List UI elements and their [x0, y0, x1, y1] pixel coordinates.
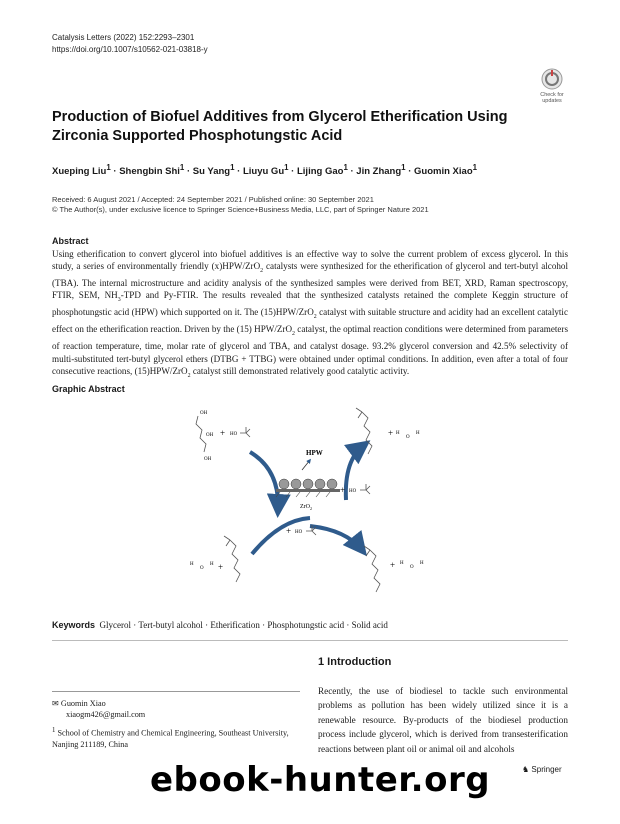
- affiliation-number: 1: [52, 727, 56, 734]
- affiliation-text: School of Chemistry and Chemical Engineering, Southeast University, Nanjing 211189, China: [52, 728, 289, 749]
- abstract-text: Using etherification to convert glycerol into biofuel additives is an effective way to solve the current problem of excess glycerol. In this study, a series of environmentally friendly (x)HPW/ZrO$_2$ catalysts were synthesized for the etherification of glycerol and tert-butyl alcohol (TBA). The internal microstructure and acidity analysis of the synthesized samples were derived from BET, XRD, Raman spectroscopy, FTIR, SEM, $NH_3$-TPD and Py-FTIR. The results revealed that the synthesized catalysts retained the complete Keggin structure of phosphotungstic acid (HPW) which supported on it. The (15)HPW/ZrO$_2$ catalyst with suitable structure and acidity had an excellent catalytic effect on the etherification reaction. Driven by the (15) HPW/ZrO$_2$ catalyst, the optimal reaction conditions were determined from parameters of reaction temperature, time, molar rate of glycerol and TBA, and catalyst dosage. 93.2% glycerol conversion and 42.5% selectivity of multi-substituted tert-butyl glycerol ethers (DTBG + TTBG) were obtained under optimal conditions. In addition, even after a total of four consecutive reactions, (15)HPW/ZrO$_2$ catalyst still demonstrated relatively good catalytic activity.: [52, 249, 568, 379]
- author[interactable]: Lijing Gao$^1$: [296, 163, 348, 178]
- mail-icon: ✉: [52, 699, 59, 708]
- corresponding-author: [52, 698, 302, 720]
- corr-email[interactable]: xiaogm426@gmail.com: [66, 710, 146, 719]
- h-label: H: [396, 431, 400, 436]
- journal-header: [52, 32, 208, 56]
- oh-label: OH: [206, 433, 214, 438]
- copyright-line: © The Author(s), under exclusive licence to Springer Science+Business Media, LLC, part of Springer Nature 2021: [52, 205, 429, 214]
- tba-molecule: [360, 484, 370, 494]
- divider: [52, 640, 568, 641]
- h-label: H: [420, 561, 424, 566]
- h-label: H: [416, 431, 420, 436]
- h-label: H: [190, 562, 194, 567]
- plus-sign: +: [286, 526, 292, 536]
- graphic-abstract-figure: [150, 400, 470, 610]
- dates-line: Received: 6 August 2021 / Accepted: 24 September 2021 / Published online: 30 September 2021: [52, 195, 374, 204]
- corr-name: Guomin Xiao: [60, 699, 106, 708]
- ho-label: HO: [295, 530, 303, 535]
- author[interactable]: Liuyu Gu$^1$: [242, 163, 289, 178]
- o-label: O: [406, 435, 410, 440]
- hpw-catalyst-clusters: [279, 479, 337, 489]
- introduction-heading: 1 Introduction: [318, 656, 392, 668]
- ho-label: HO: [349, 489, 357, 494]
- check-updates-icon: [541, 68, 563, 90]
- plus-sign: +: [218, 562, 224, 572]
- author[interactable]: Shengbin Shi$^1$: [119, 163, 185, 178]
- h-label: H: [210, 562, 214, 567]
- hpw-label: HPW: [306, 449, 323, 457]
- reaction-arrow: [310, 526, 362, 550]
- badge-label: Check for updates: [540, 92, 564, 104]
- graphic-abstract-heading: Graphic Abstract: [52, 384, 125, 394]
- plus-sign: +: [220, 428, 226, 438]
- oh-label: OH: [200, 411, 208, 416]
- author[interactable]: Xueping Liu$^1$: [52, 163, 111, 178]
- introduction-text: Recently, the use of biodiesel to tackle such environmental problems as pollution has been widely utilized since it is a renewable resource. By-products of the biodiesel production process include glycerol, which is derived from transesterification reactions between plant oil or animal oil and alcohols: [318, 686, 568, 754]
- zro2-label: ZrO$_2$: [300, 504, 312, 511]
- author[interactable]: Su Yang$^1$: [192, 163, 235, 178]
- paper-title: Production of Biofuel Additives from Glycerol Etherification Using Zirconia Supported Phosphotungstic Acid: [52, 109, 508, 144]
- keywords-list: Glycerol · Tert-butyl alcohol · Etherification · Phosphotungstic acid · Solid acid: [99, 620, 388, 630]
- affiliation: [52, 725, 302, 750]
- springer-horse-icon: ♞: [522, 765, 530, 774]
- tba-molecule: [240, 427, 250, 437]
- doi-link[interactable]: https://doi.org/10.1007/s10562-021-03818-y: [52, 45, 208, 54]
- ho-label: HO: [230, 432, 238, 437]
- glycerol-molecule: [196, 416, 206, 452]
- author-list: Xueping Liu$^1$ · Shengbin Shi$^1$ · Su Yang$^1$ · Liuyu $Gu^1$ · Lijing Gao$^1$ · Jin Zhang$^1$ · Guomin Xiao$^1$: [52, 163, 478, 178]
- check-for-updates-badge[interactable]: [536, 68, 568, 102]
- plus-sign: +: [340, 485, 346, 495]
- abstract-heading: Abstract: [52, 236, 89, 246]
- author[interactable]: Guomin Xiao$^1$: [414, 163, 478, 178]
- o-label: O: [410, 565, 414, 570]
- keywords-label: Keywords: [52, 620, 96, 630]
- publisher-name: Springer: [531, 765, 562, 774]
- reaction-arrow: [252, 518, 310, 554]
- reaction-arrow: [250, 452, 278, 510]
- oh-label: OH: [204, 457, 212, 462]
- plus-sign: +: [390, 560, 396, 570]
- h-label: H: [400, 561, 404, 566]
- publication-dates: [52, 195, 572, 215]
- author[interactable]: Jin Zhang$^1$: [356, 163, 406, 178]
- o-label: O: [200, 566, 204, 571]
- journal-citation: Catalysis Letters (2022) 152:2293–2301: [52, 33, 195, 42]
- keywords: [52, 619, 568, 631]
- plus-sign: +: [388, 428, 394, 438]
- publisher-logo: [522, 765, 562, 774]
- footnote-divider: [52, 691, 300, 692]
- zro2-support: [276, 489, 340, 492]
- watermark: ebook-hunter.org: [150, 760, 491, 800]
